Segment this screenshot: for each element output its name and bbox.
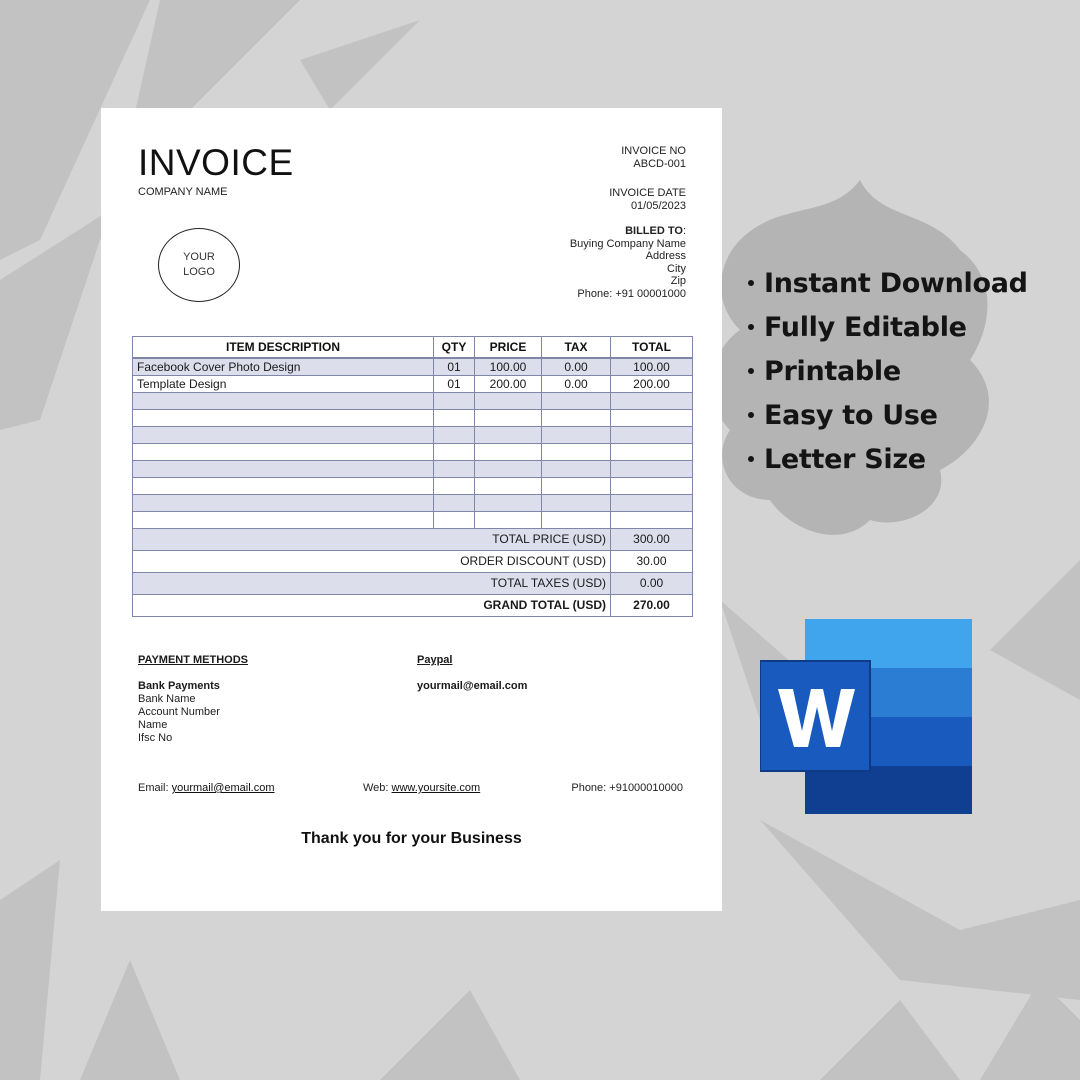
item-description-cell bbox=[133, 427, 434, 444]
qty-cell bbox=[434, 495, 475, 512]
bank-line: Bank Name bbox=[138, 693, 196, 705]
total-cell bbox=[611, 461, 693, 478]
bullet-icon bbox=[748, 280, 754, 286]
invoice-date-block bbox=[609, 187, 686, 212]
table-row bbox=[133, 495, 693, 512]
price-cell: 200.00 bbox=[475, 376, 542, 393]
table-row bbox=[133, 512, 693, 529]
qty-cell bbox=[434, 512, 475, 529]
footer-email-label: Email: bbox=[138, 782, 169, 794]
feature-label: Easy to Use bbox=[764, 400, 938, 431]
billed-to-phone: Phone: +91 00001000 bbox=[577, 287, 686, 300]
qty-cell: 01 bbox=[434, 376, 475, 393]
logo-text: YOUR LOGO bbox=[183, 251, 215, 278]
total-rows bbox=[133, 529, 693, 617]
paypal-email: yourmail@email.com bbox=[417, 680, 528, 692]
tax-cell bbox=[542, 495, 611, 512]
feature-item bbox=[748, 306, 1028, 350]
tax-cell bbox=[542, 410, 611, 427]
bank-payments-heading: Bank Payments bbox=[138, 680, 220, 692]
item-rows bbox=[133, 358, 693, 529]
feature-item bbox=[748, 394, 1028, 438]
item-description-cell bbox=[133, 478, 434, 495]
footer-email bbox=[138, 782, 274, 794]
table-row bbox=[133, 427, 693, 444]
table-row bbox=[133, 478, 693, 495]
price-cell bbox=[475, 461, 542, 478]
billed-to-address: Address bbox=[645, 250, 686, 262]
company-name: COMPANY NAME bbox=[138, 186, 228, 198]
price-cell bbox=[475, 495, 542, 512]
feature-item bbox=[748, 438, 1028, 482]
billed-to-zip: Zip bbox=[670, 275, 686, 287]
invoice-date: 01/05/2023 bbox=[630, 199, 686, 212]
total-cell bbox=[611, 512, 693, 529]
invoice-no-label: INVOICE NO bbox=[621, 145, 686, 157]
invoice-no: ABCD-001 bbox=[633, 157, 686, 170]
item-description-cell bbox=[133, 444, 434, 461]
total-cell bbox=[611, 444, 693, 461]
bank-details bbox=[138, 693, 220, 745]
qty-cell bbox=[434, 410, 475, 427]
price-cell bbox=[475, 478, 542, 495]
tax-cell bbox=[542, 444, 611, 461]
table-row bbox=[133, 358, 693, 376]
feature-label: Letter Size bbox=[764, 444, 926, 475]
price-cell bbox=[475, 427, 542, 444]
item-description-cell: Template Design bbox=[133, 376, 434, 393]
totals-value: 270.00 bbox=[611, 595, 693, 617]
column-header: QTY bbox=[434, 337, 475, 359]
price-cell: 100.00 bbox=[475, 358, 542, 376]
qty-cell bbox=[434, 444, 475, 461]
footer-web-label: Web: bbox=[363, 782, 389, 794]
totals-value: 300.00 bbox=[611, 529, 693, 551]
bank-line: Name bbox=[138, 719, 168, 731]
bullet-icon bbox=[748, 324, 754, 330]
table-row bbox=[133, 410, 693, 427]
invoice-number-block bbox=[621, 145, 686, 170]
bank-line: Ifsc No bbox=[138, 732, 173, 744]
totals-row bbox=[133, 551, 693, 573]
item-description-cell bbox=[133, 393, 434, 410]
invoice-date-label: INVOICE DATE bbox=[609, 187, 686, 199]
qty-cell bbox=[434, 478, 475, 495]
billed-to-label: BILLED TO bbox=[625, 225, 683, 237]
qty-cell bbox=[434, 461, 475, 478]
footer-web-link[interactable]: www.yoursite.com bbox=[391, 782, 481, 794]
feature-label: Fully Editable bbox=[764, 312, 967, 343]
table-header-row bbox=[133, 337, 693, 359]
feature-label: Instant Download bbox=[764, 268, 1028, 299]
bullet-icon bbox=[748, 412, 754, 418]
price-cell bbox=[475, 512, 542, 529]
paypal-heading: Paypal bbox=[417, 654, 453, 666]
totals-label: GRAND TOTAL (USD) bbox=[133, 595, 611, 617]
bullet-icon bbox=[748, 456, 754, 462]
billed-to-city: City bbox=[667, 262, 686, 275]
feature-item bbox=[748, 350, 1028, 394]
bank-line: Account Number bbox=[138, 706, 220, 718]
tax-cell bbox=[542, 461, 611, 478]
item-description-cell bbox=[133, 512, 434, 529]
invoice-document bbox=[101, 108, 722, 911]
tax-cell bbox=[542, 512, 611, 529]
item-description-cell: Facebook Cover Photo Design bbox=[133, 358, 434, 376]
total-cell: 100.00 bbox=[611, 358, 693, 376]
qty-cell bbox=[434, 427, 475, 444]
invoice-title: INVOICE bbox=[138, 142, 294, 183]
totals-value: 0.00 bbox=[611, 573, 693, 595]
totals-label: ORDER DISCOUNT (USD) bbox=[133, 551, 611, 573]
item-description-cell bbox=[133, 495, 434, 512]
qty-cell bbox=[434, 393, 475, 410]
feature-item bbox=[748, 262, 1028, 306]
items-table bbox=[132, 336, 693, 617]
billed-to-company: Buying Company Name bbox=[569, 237, 686, 250]
total-cell bbox=[611, 427, 693, 444]
column-header: PRICE bbox=[475, 337, 542, 359]
footer-web bbox=[363, 782, 480, 794]
feature-list bbox=[748, 262, 1028, 482]
payment-methods-heading: PAYMENT METHODS bbox=[138, 654, 249, 666]
table-row bbox=[133, 444, 693, 461]
item-description-cell bbox=[133, 461, 434, 478]
total-cell bbox=[611, 478, 693, 495]
table-row bbox=[133, 461, 693, 478]
tax-cell bbox=[542, 393, 611, 410]
totals-label: TOTAL TAXES (USD) bbox=[133, 573, 611, 595]
price-cell bbox=[475, 393, 542, 410]
tax-cell: 0.00 bbox=[542, 358, 611, 376]
table-row bbox=[133, 393, 693, 410]
total-cell: 200.00 bbox=[611, 376, 693, 393]
totals-label: TOTAL PRICE (USD) bbox=[133, 529, 611, 551]
totals-row bbox=[133, 573, 693, 595]
totals-value: 30.00 bbox=[611, 551, 693, 573]
column-header: TOTAL bbox=[611, 337, 693, 359]
item-description-cell bbox=[133, 410, 434, 427]
price-cell bbox=[475, 444, 542, 461]
total-cell bbox=[611, 393, 693, 410]
word-icon bbox=[760, 619, 975, 814]
table-row bbox=[133, 376, 693, 393]
billed-to-block: BILLED TO: Buying Company Name Address City Zip Phone: +91 00001000 bbox=[569, 225, 686, 300]
bullet-icon bbox=[748, 368, 754, 374]
price-cell bbox=[475, 410, 542, 427]
tax-cell bbox=[542, 427, 611, 444]
qty-cell: 01 bbox=[434, 358, 475, 376]
tax-cell bbox=[542, 478, 611, 495]
column-header: ITEM DESCRIPTION bbox=[133, 337, 434, 359]
total-cell bbox=[611, 410, 693, 427]
total-cell bbox=[611, 495, 693, 512]
footer-email-link[interactable]: yourmail@email.com bbox=[171, 782, 275, 794]
totals-row bbox=[133, 529, 693, 551]
totals-row bbox=[133, 595, 693, 617]
thank-you-message: Thank you for your Business bbox=[301, 830, 522, 847]
column-header: TAX bbox=[542, 337, 611, 359]
logo-placeholder bbox=[158, 228, 240, 302]
footer-phone: Phone: +91000010000 bbox=[571, 782, 683, 794]
tax-cell: 0.00 bbox=[542, 376, 611, 393]
feature-label: Printable bbox=[764, 356, 901, 387]
